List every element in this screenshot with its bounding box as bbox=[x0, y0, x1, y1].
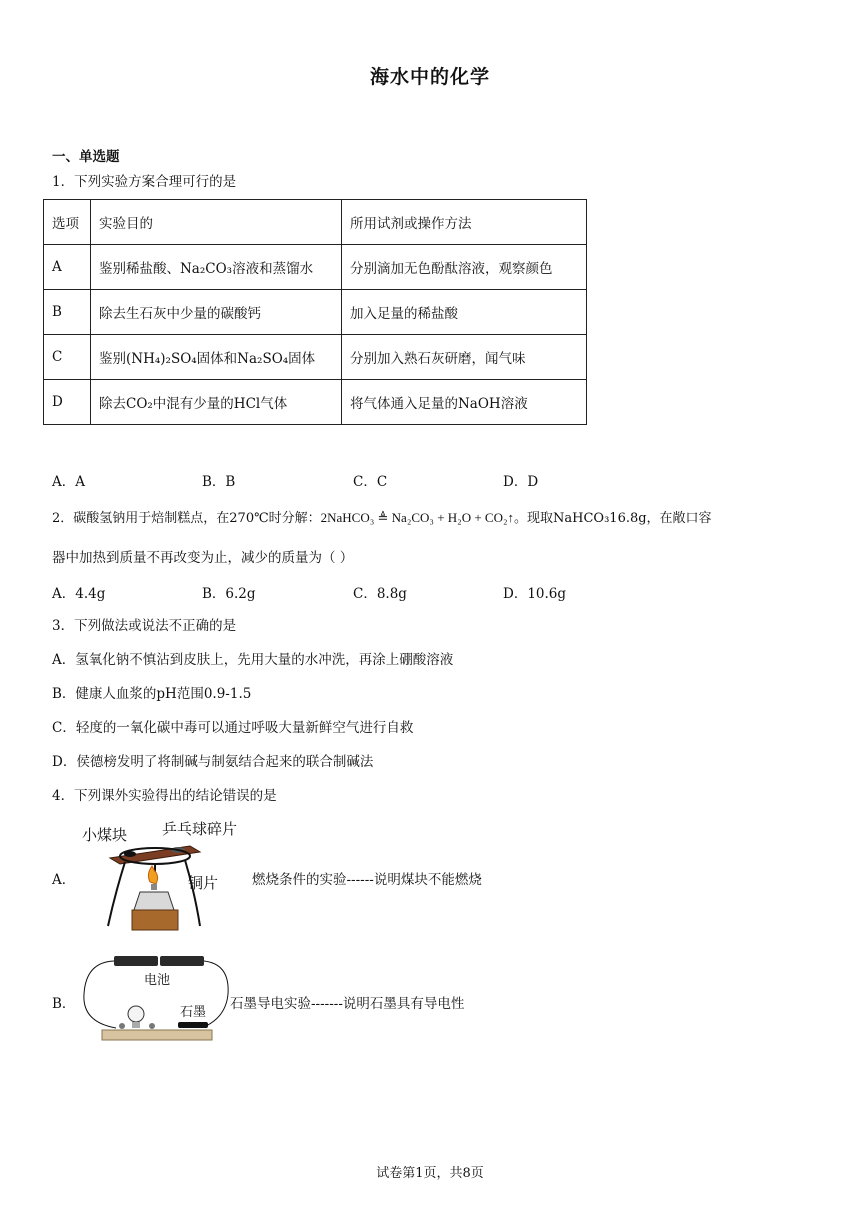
choice-c[interactable]: C．C bbox=[353, 474, 388, 490]
table-cell: 除去CO₂中混有少量的HCl气体 bbox=[91, 380, 342, 425]
table-cell: 鉴别(NH₄)₂SO₄固体和Na₂SO₄固体 bbox=[91, 335, 342, 380]
q3-option-a[interactable]: A．氢氧化钠不慎沾到皮肤上，先用大量的水冲洗，再涂上硼酸溶液 bbox=[52, 652, 454, 668]
section-heading: 一、单选题 bbox=[52, 149, 120, 165]
choice-a[interactable]: A．4.4g bbox=[52, 586, 106, 602]
table-cell: B bbox=[44, 290, 91, 335]
fig-label-graphite: 石墨 bbox=[180, 1005, 207, 1020]
table-cell: A bbox=[44, 245, 91, 290]
fig-label-coal: 小煤块 bbox=[82, 826, 128, 844]
choice-b[interactable]: B．B bbox=[202, 474, 236, 490]
choice-d[interactable]: D．10.6g bbox=[503, 586, 567, 602]
table-header-row bbox=[44, 200, 587, 245]
table-cell: C bbox=[44, 335, 91, 380]
q2-stem-b: 。现取NaHCO₃16.8g，在敞口容 bbox=[514, 511, 712, 526]
table-cell: 鉴别稀盐酸、Na₂CO₃溶液和蒸馏水 bbox=[91, 245, 342, 290]
q2-stem-a: 2．碳酸氢钠用于焙制糕点，在270℃时分解： bbox=[52, 511, 321, 526]
table-cell: 加入足量的稀盐酸 bbox=[342, 290, 587, 335]
table-cell: D bbox=[44, 380, 91, 425]
q1-table bbox=[43, 199, 587, 425]
q1-stem: 1．下列实验方案合理可行的是 bbox=[52, 174, 237, 190]
table-row bbox=[44, 335, 587, 380]
q4-option-b-text: 石墨导电实验-------说明石墨具有导电性 bbox=[230, 996, 465, 1012]
table-cell: 分别滴加无色酚酞溶液，观察颜色 bbox=[342, 245, 587, 290]
q2-stem-c: 器中加热到质量不再改变为止，减少的质量为（ ） bbox=[52, 550, 354, 566]
q4-option-a-label[interactable]: A． bbox=[52, 872, 76, 888]
choice-d[interactable]: D．D bbox=[503, 474, 539, 490]
page-footer: 试卷第1页，共8页 bbox=[376, 1166, 484, 1181]
page-title: 海水中的化学 bbox=[369, 66, 490, 88]
q4-stem: 4．下列课外实验得出的结论错误的是 bbox=[52, 788, 277, 804]
q3-option-d[interactable]: D．侯德榜发明了将制碱与制氨结合起来的联合制碱法 bbox=[52, 754, 374, 770]
fig-label-copper: 铜片 bbox=[188, 874, 219, 892]
fig-label-pingpong: 乒乓球碎片 bbox=[162, 820, 238, 838]
q3-option-c[interactable]: C．轻度的一氧化碳中毒可以通过呼吸大量新鲜空气进行自救 bbox=[52, 720, 414, 736]
table-cell: 除去生石灰中少量的碳酸钙 bbox=[91, 290, 342, 335]
table-header: 实验目的 bbox=[91, 200, 342, 245]
table-row bbox=[44, 290, 587, 335]
table-header: 所用试剂或操作方法 bbox=[342, 200, 587, 245]
q4-option-a-text: 燃烧条件的实验------说明煤块不能燃烧 bbox=[252, 872, 482, 888]
fig-label-battery: 电池 bbox=[144, 973, 171, 988]
table-row bbox=[44, 245, 587, 290]
q3-option-b[interactable]: B．健康人血浆的pH范围0.9-1.5 bbox=[52, 686, 252, 702]
q4-option-b-label[interactable]: B． bbox=[52, 996, 76, 1012]
q2-stem-line1 bbox=[52, 508, 712, 529]
q3-stem: 3．下列做法或说法不正确的是 bbox=[52, 618, 237, 634]
table-row bbox=[44, 380, 587, 425]
table-header: 选项 bbox=[44, 200, 91, 245]
table-cell: 分别加入熟石灰研磨，闻气味 bbox=[342, 335, 587, 380]
choice-b[interactable]: B．6.2g bbox=[202, 586, 256, 602]
choice-a[interactable]: A．A bbox=[52, 474, 85, 490]
graphite-conductivity-figure bbox=[80, 950, 240, 1044]
combustion-experiment-figure bbox=[80, 814, 255, 934]
choice-c[interactable]: C．8.8g bbox=[353, 586, 407, 602]
q2-equation: 2NaHCO₃ ≜ Na₂CO₃ + H₂O + CO₂↑ bbox=[320, 510, 515, 525]
table-cell: 将气体通入足量的NaOH溶液 bbox=[342, 380, 587, 425]
